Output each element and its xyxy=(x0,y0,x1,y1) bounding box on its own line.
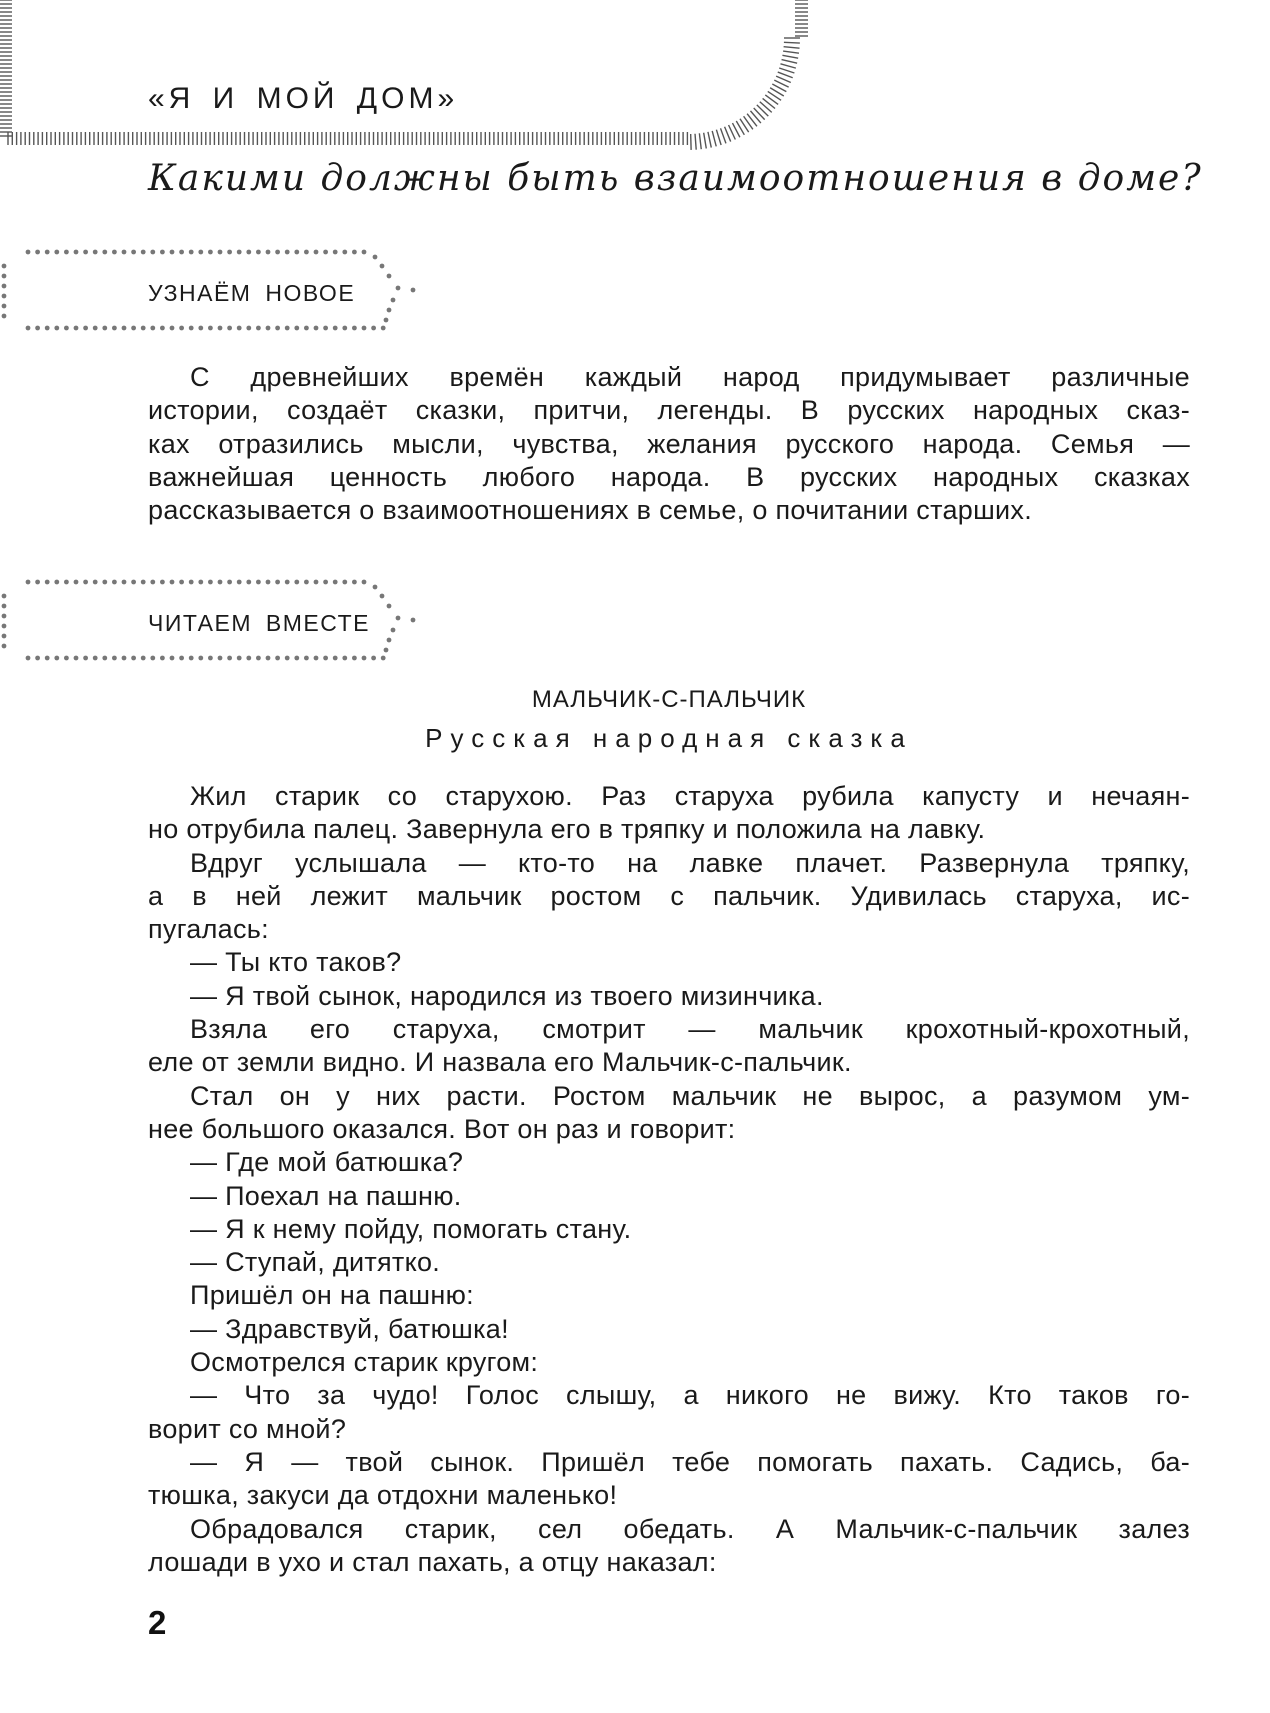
text-line xyxy=(148,1213,1190,1246)
text-line xyxy=(148,494,1190,527)
text-line xyxy=(148,1180,1190,1213)
text-line-content: — Ступай, дитятко. xyxy=(190,1247,441,1278)
text-line xyxy=(148,1413,1190,1446)
text-line-content: — Я — твой сынок. Пришёл тебе помогать пахать. Садись, ба- xyxy=(190,1446,1190,1477)
text-line xyxy=(148,428,1190,461)
text-line-content: еле от земли видно. И назвала его Мальчик-с-пальчик. xyxy=(148,1047,852,1078)
text-line xyxy=(148,1379,1190,1412)
text-line xyxy=(148,813,1190,846)
text-line-content: Жил старик со старухою. Раз старуха рубила капусту и нечаян- xyxy=(190,781,1190,811)
text-line xyxy=(148,1479,1190,1512)
text-line xyxy=(148,1013,1190,1046)
text-line-content: Взяла его старуха, смотрит — мальчик крохотный-крохотный, xyxy=(190,1014,1190,1045)
text-line xyxy=(148,847,1190,880)
text-line-content: нее большого оказался. Вот он раз и говорит: xyxy=(148,1113,736,1144)
text-line xyxy=(148,361,1190,394)
text-line-content: Пришёл он на пашню: xyxy=(190,1280,474,1311)
text-line xyxy=(148,980,1190,1013)
section-new-label: УЗНАЁМ НОВОЕ xyxy=(148,280,356,306)
chapter-title: «Я И МОЙ ДОМ» xyxy=(148,82,459,115)
text-line-content: С древнейших времён каждый народ придумывает различные xyxy=(190,362,1190,392)
text-line-content: лошади в ухо и стал пахать, а отцу наказал: xyxy=(148,1546,717,1577)
text-line xyxy=(148,1246,1190,1279)
text-line-content: ворит со мной? xyxy=(148,1413,347,1444)
text-line-content: Вдруг услышала — кто-то на лавке плачет. Развернула тряпку, xyxy=(190,847,1190,878)
text-line-content: ках отразились мысли, чувства, желания русского народа. Семья — xyxy=(148,428,1190,459)
text-line-content: а в ней лежит мальчик ростом с пальчик. Удивилась старуха, ис- xyxy=(148,880,1190,911)
text-line xyxy=(148,946,1190,979)
text-line xyxy=(148,461,1190,494)
text-line xyxy=(148,394,1190,427)
text-line-content: — Я твой сынок, народился из твоего мизинчика. xyxy=(190,980,824,1011)
text-line xyxy=(148,1446,1190,1479)
banner-frame xyxy=(0,0,820,150)
section-read-label: ЧИТАЕМ ВМЕСТЕ xyxy=(148,610,370,636)
story-title: МАЛЬЧИК-С-ПАЛЬЧИК xyxy=(531,686,807,713)
text-line-content: — Я к нему пойду, помогать стану. xyxy=(190,1213,632,1244)
text-line xyxy=(148,1080,1190,1113)
text-line-content: — Поехал на пашню. xyxy=(190,1180,462,1211)
page-number: 2 xyxy=(148,1604,167,1641)
story-text xyxy=(148,780,1190,1579)
text-line-content: тюшка, закуси да отдохни маленько! xyxy=(148,1480,618,1511)
text-line xyxy=(148,1346,1190,1379)
text-line-content: истории, создаёт сказки, притчи, легенды. В русских народных сказ- xyxy=(148,395,1190,426)
text-line xyxy=(148,1313,1190,1346)
text-line-content: Осмотрелся старик кругом: xyxy=(190,1347,539,1378)
text-line-content: — Ты кто таков? xyxy=(190,947,402,978)
text-line-content: пугалась: xyxy=(148,914,269,945)
text-line xyxy=(148,780,1190,813)
text-line-content: — Где мой батюшка? xyxy=(190,1147,464,1178)
text-line-content: — Здравствуй, батюшка! xyxy=(190,1313,509,1344)
text-line xyxy=(148,1146,1190,1179)
text-line xyxy=(148,880,1190,913)
text-line xyxy=(148,913,1190,946)
text-line xyxy=(148,1046,1190,1079)
text-line-content: — Что за чудо! Голос слышу, а никого не вижу. Кто таков го- xyxy=(190,1380,1190,1411)
text-line-content: но отрубила палец. Завернула его в тряпку и положила на лавку. xyxy=(148,814,986,845)
text-line xyxy=(148,1113,1190,1146)
story-subtitle: Русская народная сказка xyxy=(425,723,913,753)
text-line-content: Обрадовался старик, сел обедать. А Мальчик-с-пальчик залез xyxy=(190,1513,1190,1544)
text-line xyxy=(148,1279,1190,1312)
intro-paragraph xyxy=(148,361,1190,527)
text-line-content: Стал он у них расти. Ростом мальчик не вырос, а разумом ум- xyxy=(190,1080,1190,1111)
text-line xyxy=(148,1546,1190,1579)
text-line-content: важнейшая ценность любого народа. В русских народных сказках xyxy=(148,461,1190,492)
text-line xyxy=(148,1513,1190,1546)
text-line-content: рассказывается о взаимоотношениях в семье, о почитании старших. xyxy=(148,495,1033,526)
lesson-title: Какими должны быть взаимоотношения в доме? xyxy=(148,158,1203,199)
